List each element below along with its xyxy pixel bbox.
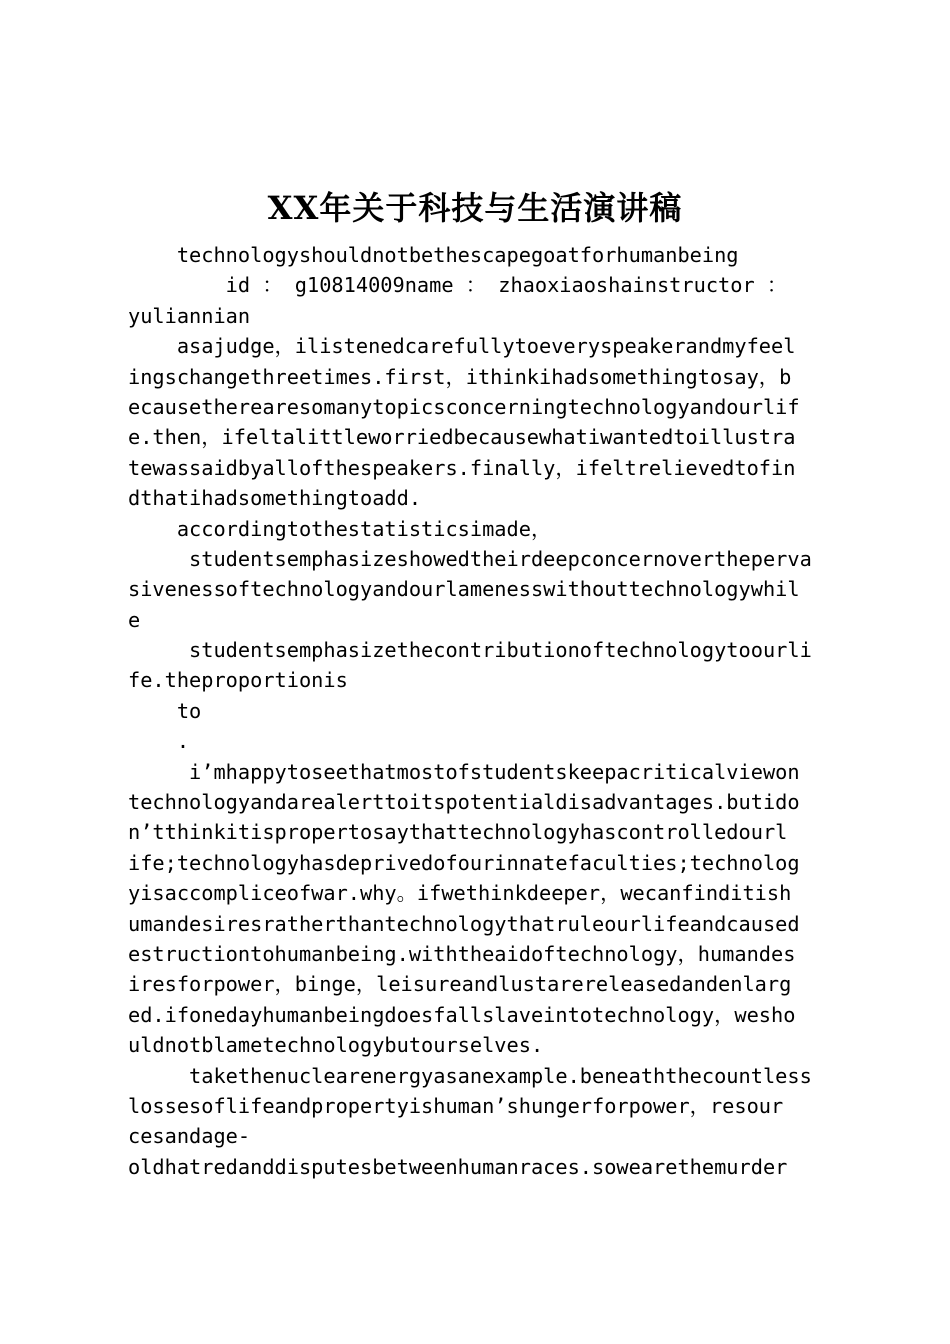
text-line: accordingtothestatisticsimade，: [128, 516, 552, 541]
text-line: ife;technologyhasdeprivedofourinnatefaculties;technolog: [128, 850, 800, 875]
text-line: tewassaidbyallofthespeakers.finally，ifeltrelievedtofin: [128, 455, 796, 480]
text-line: lossesoflifeandpropertyishuman’shungerforpower，resour: [128, 1093, 784, 1118]
text-line: ingschangethreetimes.first，ithinkihadsomethingtosay，b: [128, 364, 792, 389]
text-line: technologyshouldnotbethescapegoatforhumanbeing: [128, 243, 739, 267]
text-line: technologyandarealerttoitspotentialdisadvantages.butido: [128, 790, 800, 815]
text-line: e: [128, 607, 141, 632]
text-line: ed.ifonedayhumanbeingdoesfallslaveintotechnology，wesho: [128, 1002, 796, 1027]
text-line: to: [128, 698, 202, 723]
text-line: uldnotblametechnologybutourselves.: [128, 1033, 544, 1058]
text-line: ecausetherearesomanytopicsconcerningtechnologyandourlif: [128, 394, 800, 419]
text-line: .: [128, 729, 190, 754]
text-line: oldhatredanddisputesbetweenhumanraces.sowearethemurder: [128, 1154, 788, 1179]
text-line: fe.theproportionis: [128, 668, 348, 693]
document-title: XX年关于科技与生活演讲稿: [267, 189, 683, 227]
text-line: studentsemphasizethecontributionoftechnologytoourli: [128, 638, 812, 663]
text-line: estructiontohumanbeing.withtheaidoftechnology，humandes: [128, 941, 796, 966]
text-line: n’tthinkitispropertosaythattechnologyhascontrolledourl: [128, 820, 788, 845]
text-line: cesandage-: [128, 1124, 251, 1149]
text-line: umandesiresratherthantechnologythatruleourlifeandcaused: [128, 911, 800, 936]
text-line: e.then，ifeltalittleworriedbecausewhatiwantedtoillustra: [128, 425, 796, 450]
text-line: yisaccompliceofwar.why。ifwethinkdeeper，wecanfinditish: [128, 881, 792, 906]
text-line: studentsemphasizeshowedtheirdeepconcernovertheperva: [128, 546, 812, 571]
document-body: [128, 240, 848, 1182]
text-line: iresforpower，binge，leisureandlustarereleasedandenlarg: [128, 972, 792, 997]
text-line: asajudge，ilistenedcarefullytoeveryspeakerandmyfeel: [128, 334, 796, 359]
text-line: i’mhappytoseethatmostofstudentskeepacriticalviewon: [128, 759, 800, 784]
text-line: yuliannian: [128, 303, 251, 328]
text-line: sivenessoftechnologyandourlamenesswithouttechnologywhil: [128, 577, 800, 602]
text-line: dthatihadsomethingtoadd.: [128, 486, 422, 511]
text-line: takethenuclearenergyasanexample.beneaththecountless: [128, 1063, 812, 1088]
text-line: id ： g10814009name ： zhaoxiaoshainstructor ：: [128, 273, 788, 298]
